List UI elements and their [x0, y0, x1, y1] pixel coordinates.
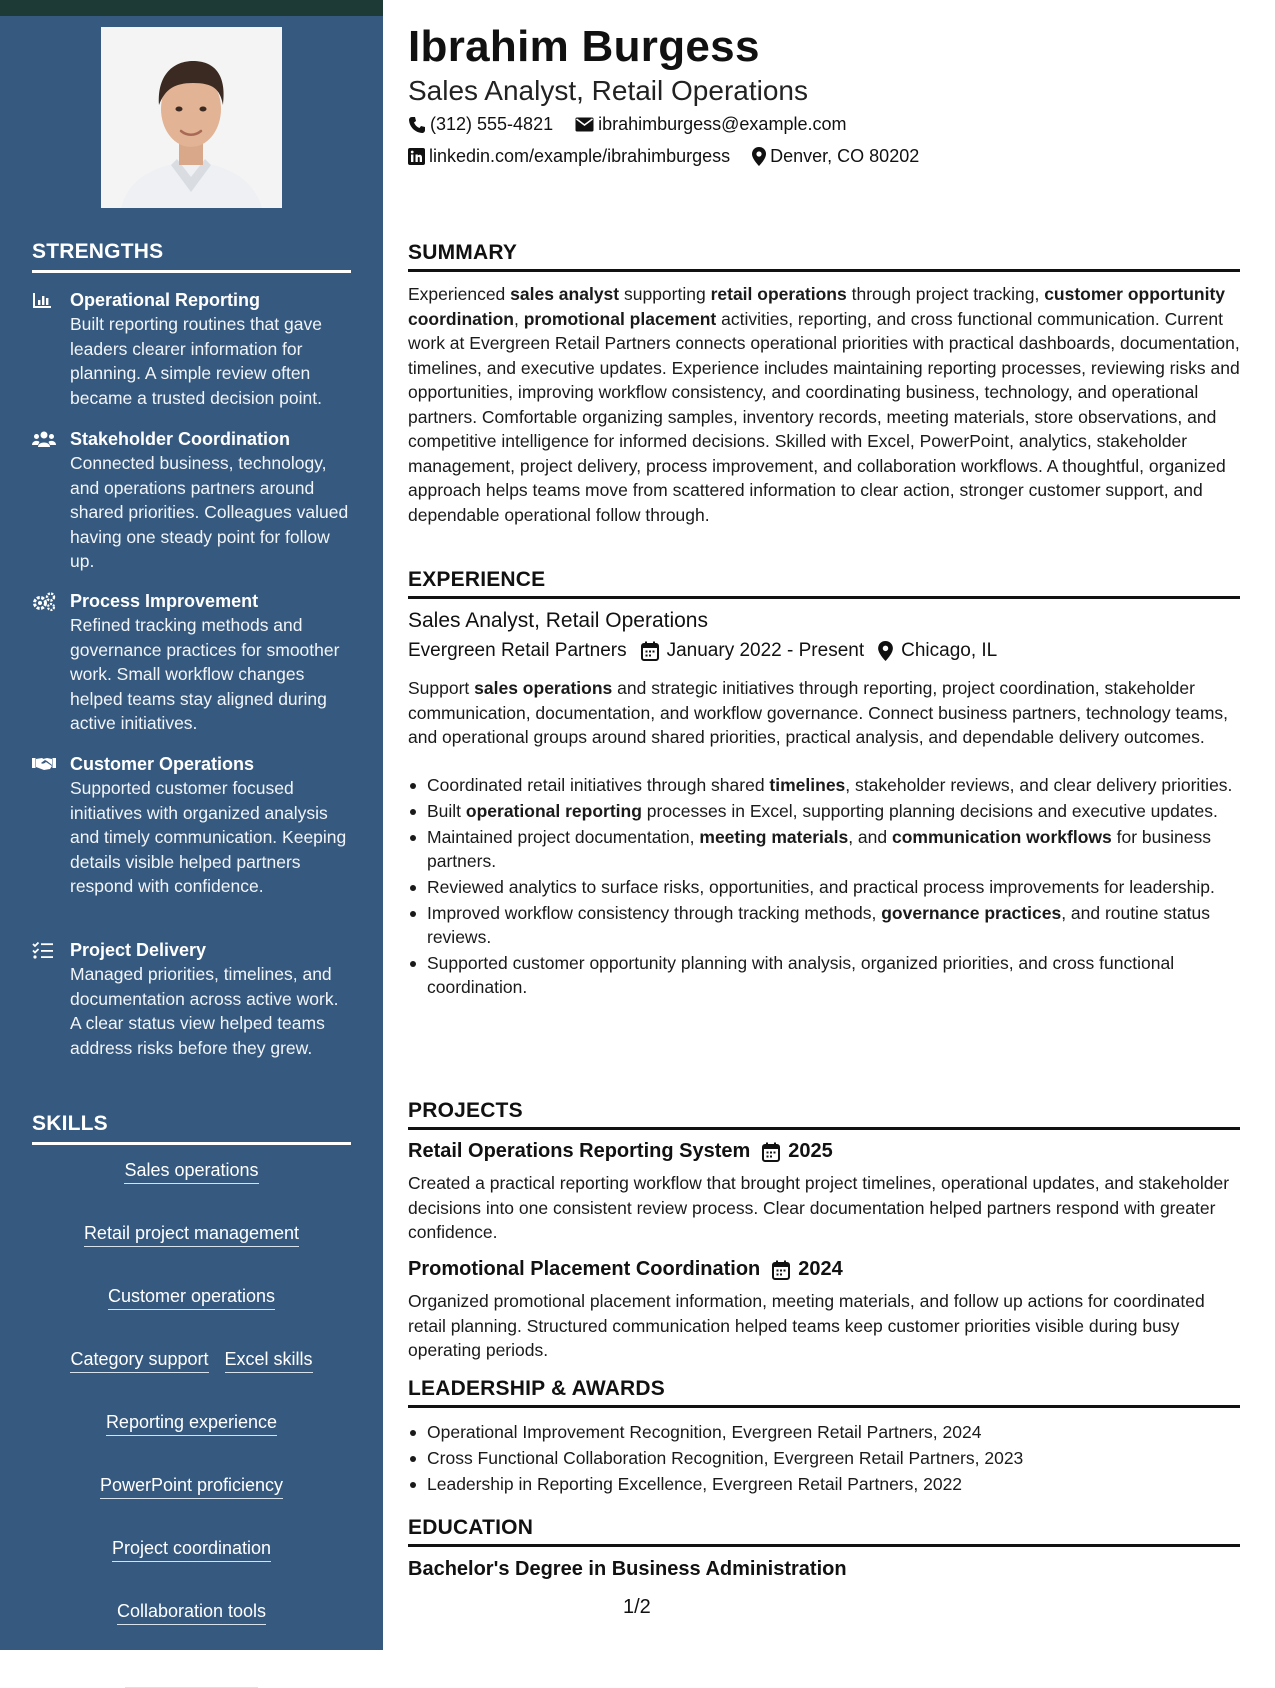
job-bullet-list	[408, 773, 1240, 999]
calendar-icon	[762, 1142, 780, 1162]
summary-text	[408, 282, 1240, 527]
project-name: Retail Operations Reporting System	[408, 1140, 751, 1162]
skill-tag: Collaboration tools	[117, 1600, 266, 1625]
project-description: Created a practical reporting workflow that brought project timelines, operational updates, and stakeholder decisions into one consistent review process. Clear documentation helped partners respond with greater confidence.	[408, 1173, 1230, 1242]
education-degree: Bachelor's Degree in Business Administration	[408, 1558, 847, 1580]
text-run: Improved workflow consistency through tracking methods,	[427, 903, 882, 923]
project-year: 2024	[798, 1258, 843, 1280]
text-run: Maintained project documentation,	[427, 827, 700, 847]
candidate-name: Ibrahim Burgess	[408, 22, 760, 71]
calendar-icon	[641, 641, 659, 661]
contact-line-2	[408, 146, 941, 167]
emphasis-text: meeting materials	[699, 827, 849, 847]
project-description: Organized promotional placement information, meeting materials, and follow up actions for coordinated retail planning. Structured communication helped teams keep customer priorities visible during busy operating periods.	[408, 1291, 1205, 1360]
skill-tag: Customer operations	[108, 1285, 275, 1310]
emphasis-text: sales analyst	[510, 284, 620, 304]
job-location: Chicago, IL	[901, 640, 998, 661]
job-meta	[408, 640, 997, 662]
strength-description: Refined tracking methods and governance practices for smoother work. Small workflow changes helped teams stay aligned during active initiatives.	[70, 615, 340, 733]
users-icon	[32, 430, 54, 448]
contact-email[interactable]	[575, 114, 846, 135]
location-pin-icon	[878, 641, 893, 661]
emphasis-text: retail operations	[710, 284, 847, 304]
text-run: , and routine status reviews.	[427, 903, 1211, 947]
calendar-icon	[772, 1260, 790, 1280]
skill-tag: Reporting experience	[106, 1411, 277, 1436]
linkedin-text: linkedin.com/example/ibrahimburgess	[429, 146, 731, 166]
text-run: supporting	[619, 284, 711, 304]
skill-tag: Sales operations	[124, 1159, 258, 1184]
text-run: processes in Excel, supporting planning decisions and executive updates.	[641, 801, 1218, 821]
phone-text: (312) 555-4821	[430, 114, 554, 134]
text-run: through project tracking,	[846, 284, 1045, 304]
text-run: activities, reporting, and cross functional communication. Current work at Evergreen Retail Partners connects operational priorities with practical dashboards, documentation, timelines, and executive updates. Experience includes maintaining reporting processes, reviewing risks and opportunities, improving workflow consistency, and coordinating business, technology, and operational partners. Comfortable organizing samples, inventory records, meeting materials, store observations, and competitive intelligence for informed decisions. Skilled with Excel, PowerPoint, analytics, stakeholder management, project delivery, process improvement, and collaboration workflows. A thoughtful, organized approach helps teams move from scattered information to clear action, stronger customer support, and dependable operational follow through.	[408, 308, 1240, 525]
skill-tag: Excel skills	[225, 1348, 313, 1373]
skills-list	[32, 1159, 351, 1688]
text-run: Experienced	[408, 284, 511, 304]
text-run: Supported customer opportunity planning with analysis, organized priorities, and cross functional coordination.	[427, 953, 1175, 997]
contact-linkedin[interactable]	[408, 146, 730, 167]
sidebar-top-bar	[0, 0, 383, 16]
page-number: 1/2	[623, 1596, 651, 1618]
job-dates: January 2022 - Present	[666, 640, 865, 661]
text-run: and strategic initiatives through reporting, project coordination, stakeholder communication, documentation, and workflow governance. Connect business partners, technology teams, and operational groups around shared priorities, practical analysis, and dependable delivery outcomes.	[408, 678, 1229, 747]
project-year: 2025	[788, 1140, 833, 1162]
linkedin-icon	[408, 148, 425, 165]
text-run: Support	[408, 678, 475, 698]
strengths-heading: STRENGTHS	[32, 240, 351, 273]
experience-heading: EXPERIENCE	[408, 568, 1240, 599]
contact-line-1	[408, 114, 868, 135]
text-run: ,	[513, 308, 524, 329]
emphasis-text: governance practices	[881, 903, 1062, 923]
skill-tag: Retailer systems	[125, 1663, 258, 1688]
job-bullet	[408, 901, 1240, 949]
job-description	[408, 676, 1240, 750]
contact-location	[752, 146, 919, 167]
strength-description: Supported customer focused initiatives with organized analysis and timely communication. Keeping details visible helped partners respond with confidence.	[70, 778, 347, 896]
strength-description: Managed priorities, timelines, and documentation across active work. A clear status view helped teams address risks before they grew.	[70, 964, 339, 1058]
skills-heading: SKILLS	[32, 1112, 351, 1145]
awards-heading: LEADERSHIP & AWARDS	[408, 1377, 1240, 1408]
email-text: ibrahimburgess@example.com	[598, 114, 847, 134]
emphasis-text: communication workflows	[892, 827, 1112, 847]
emphasis-text: sales operations	[474, 678, 613, 698]
project-title	[408, 1258, 843, 1281]
awards-list	[408, 1420, 1240, 1496]
contact-phone[interactable]	[408, 114, 553, 135]
emphasis-text: operational reporting	[465, 801, 642, 821]
education-heading: EDUCATION	[408, 1516, 1240, 1547]
text-run: Coordinated retail initiatives through shared	[427, 775, 770, 795]
bar-chart-icon	[32, 291, 54, 309]
job-bullet	[408, 799, 1240, 823]
job-bullet	[408, 875, 1240, 899]
envelope-icon	[575, 117, 594, 132]
emphasis-text: customer opportunity coordination	[408, 284, 1226, 329]
skill-tag: Category support	[70, 1348, 208, 1373]
phone-icon	[408, 116, 426, 134]
award-item: Operational Improvement Recognition, Evergreen Retail Partners, 2024	[408, 1420, 1240, 1444]
handshake-icon	[32, 755, 54, 773]
location-pin-icon	[752, 147, 766, 166]
text-run: for business partners.	[427, 827, 1211, 871]
checklist-icon	[32, 941, 54, 959]
skill-tag: Retail project management	[84, 1222, 299, 1247]
strength-title: Stakeholder Coordination	[70, 429, 291, 449]
summary-heading: SUMMARY	[408, 241, 1240, 272]
projects-heading: PROJECTS	[408, 1099, 1240, 1130]
strength-description: Built reporting routines that gave leaders clearer information for planning. A simple review often became a trusted decision point.	[70, 314, 322, 408]
job-bullet	[408, 951, 1240, 999]
text-run: , and	[848, 827, 892, 847]
strength-title: Process Improvement	[70, 591, 259, 611]
job-title: Sales Analyst, Retail Operations	[408, 609, 708, 632]
strength-title: Customer Operations	[70, 754, 255, 774]
profile-photo	[101, 27, 282, 208]
emphasis-text: timelines	[769, 775, 846, 795]
text-run: Reviewed analytics to surface risks, opportunities, and practical process improvements for leadership.	[427, 877, 1215, 897]
award-item: Leadership in Reporting Excellence, Evergreen Retail Partners, 2022	[408, 1472, 1240, 1496]
emphasis-text: promotional placement	[523, 308, 717, 329]
strength-title: Operational Reporting	[70, 290, 261, 310]
project-name: Promotional Placement Coordination	[408, 1258, 761, 1280]
job-bullet	[408, 825, 1240, 873]
job-company: Evergreen Retail Partners	[408, 640, 627, 661]
text-run: , stakeholder reviews, and clear delivery priorities.	[845, 775, 1233, 795]
gears-icon	[32, 592, 54, 610]
candidate-role: Sales Analyst, Retail Operations	[408, 75, 808, 106]
skill-tag: Project coordination	[112, 1537, 271, 1562]
award-item: Cross Functional Collaboration Recognition, Evergreen Retail Partners, 2023	[408, 1446, 1240, 1470]
job-bullet	[408, 773, 1240, 797]
skill-tag: PowerPoint proficiency	[100, 1474, 283, 1499]
text-run: Built	[427, 801, 466, 821]
location-text: Denver, CO 80202	[770, 146, 920, 166]
strength-title: Project Delivery	[70, 940, 207, 960]
sidebar	[0, 0, 383, 1684]
strength-description: Connected business, technology, and operations partners around shared priorities. Colleagues valued having one steady point for follow up.	[70, 453, 349, 571]
project-title	[408, 1140, 833, 1163]
